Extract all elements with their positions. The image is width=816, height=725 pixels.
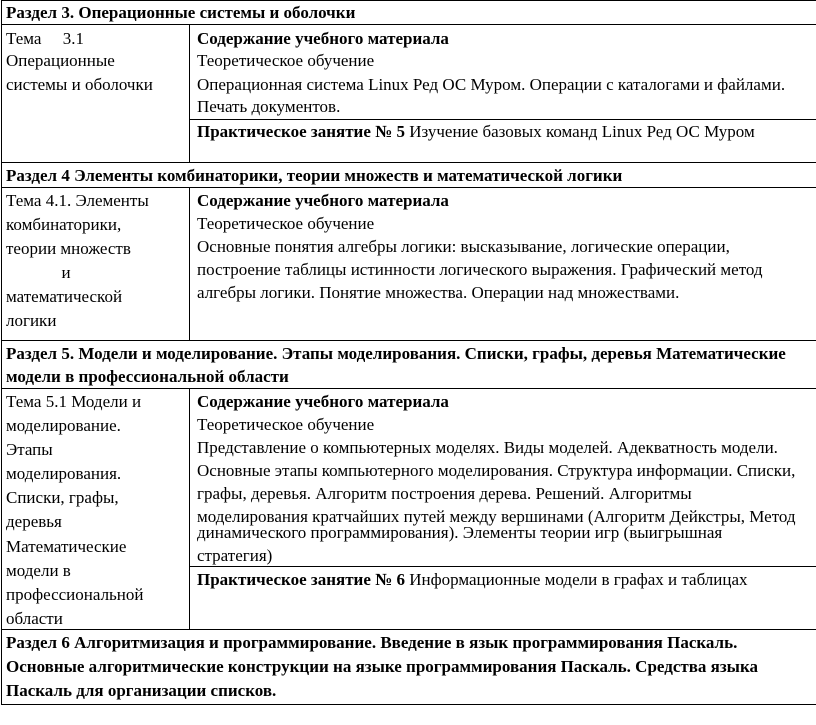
content-header: Содержание учебного материала	[197, 191, 449, 210]
practice-row	[197, 569, 748, 591]
topic-title: теории множеств	[6, 239, 131, 258]
topic-title: Тема 3.1	[6, 29, 84, 48]
rule-col-s3	[189, 24, 190, 162]
theory-text: графы, деревья. Алгоритм построения дерева. Решений. Алгоритмы	[197, 484, 692, 503]
theory-text: моделирования кратчайших путей между вершинами (Алгоритм Дейкстры, Метод	[197, 507, 796, 526]
practice-label: Практическое занятие № 6	[197, 570, 405, 589]
section-heading: Основные алгоритмические конструкции на языке программирования Паскаль. Средства языка	[6, 657, 758, 676]
section-heading: Раздел 4 Элементы комбинаторики, теории множеств и математической логики	[6, 166, 623, 185]
rule-bottom	[1, 704, 816, 705]
theory-text: Представление о компьютерных моделях. Виды моделей. Адекватность модели.	[197, 438, 778, 457]
topic-title: Операционные	[6, 51, 115, 70]
topic-title: Списки, графы,	[6, 488, 119, 507]
theory-text: построение таблицы истинности логического выражения. Графический метод	[197, 260, 763, 279]
practice-label: Практическое занятие № 5	[197, 122, 405, 141]
topic-title: модели в	[6, 561, 71, 580]
rule-top	[1, 0, 816, 1]
topic-title: Этапы	[6, 440, 53, 459]
rule-col-s4	[189, 187, 190, 340]
theory-text: стратегия)	[197, 546, 273, 565]
rule-s4-heading-bottom	[1, 187, 816, 188]
practice-text: Изучение базовых команд Linux Ред ОС Муром	[404, 122, 755, 141]
theory-text: Основные понятия алгебры логики: высказывание, логические операции,	[197, 237, 730, 256]
rule-s5-bottom	[1, 629, 816, 630]
topic-title: системы и оболочки	[6, 75, 153, 94]
rule-s3-practice-top	[189, 119, 816, 120]
topic-title: моделирование.	[6, 416, 121, 435]
topic-title: комбинаторики,	[6, 215, 122, 234]
rule-s5-heading-bottom	[1, 388, 816, 389]
topic-title: деревья	[6, 512, 62, 531]
topic-title: профессиональной	[6, 585, 144, 604]
topic-title: Математические	[6, 537, 127, 556]
rule-left	[1, 0, 2, 705]
topic-title: логики	[6, 311, 57, 330]
section-heading: Паскаль для организации списков.	[6, 681, 277, 700]
topic-title: и	[61, 263, 71, 282]
section-heading: Раздел 3. Операционные системы и оболочки	[6, 3, 356, 22]
content-header: Содержание учебного материала	[197, 392, 449, 411]
theory-label: Теоретическое обучение	[197, 51, 375, 70]
theory-text: Операционная система Linux Ред ОС Муром. Операции с каталогами и файлами.	[197, 75, 786, 94]
theory-text: алгебры логики. Понятие множества. Операции над множествами.	[197, 283, 680, 302]
content-header: Содержание учебного материала	[197, 29, 449, 48]
theory-text: динамического программирования). Элементы теории игр (выигрышная	[197, 523, 723, 542]
theory-label: Теоретическое обучение	[197, 415, 375, 434]
topic-title: области	[6, 609, 63, 628]
rule-col-s5	[189, 388, 190, 629]
practice-row	[197, 121, 755, 143]
topic-title: математической	[6, 287, 123, 306]
section-heading: модели в профессиональной области	[6, 367, 289, 386]
rule-s3-heading-bottom	[1, 24, 816, 25]
theory-text: Основные этапы компьютерного моделирования. Структура информации. Списки,	[197, 461, 796, 480]
rule-s3-bottom	[1, 162, 816, 163]
topic-title: моделирования.	[6, 464, 122, 483]
theory-text: Печать документов.	[197, 97, 341, 116]
section-heading: Раздел 6 Алгоритмизация и программирование. Введение в язык программирования Паскаль.	[6, 633, 738, 652]
topic-title: Тема 5.1 Модели и	[6, 392, 142, 411]
practice-text: Информационные модели в графах и таблицах	[404, 570, 748, 589]
rule-s4-bottom	[1, 340, 816, 341]
theory-label: Теоретическое обучение	[197, 214, 375, 233]
topic-title: Тема 4.1. Элементы	[6, 191, 149, 210]
rule-s5-practice-top	[189, 566, 816, 567]
section-heading: Раздел 5. Модели и моделирование. Этапы моделирования. Списки, графы, деревья Математические	[6, 344, 786, 363]
